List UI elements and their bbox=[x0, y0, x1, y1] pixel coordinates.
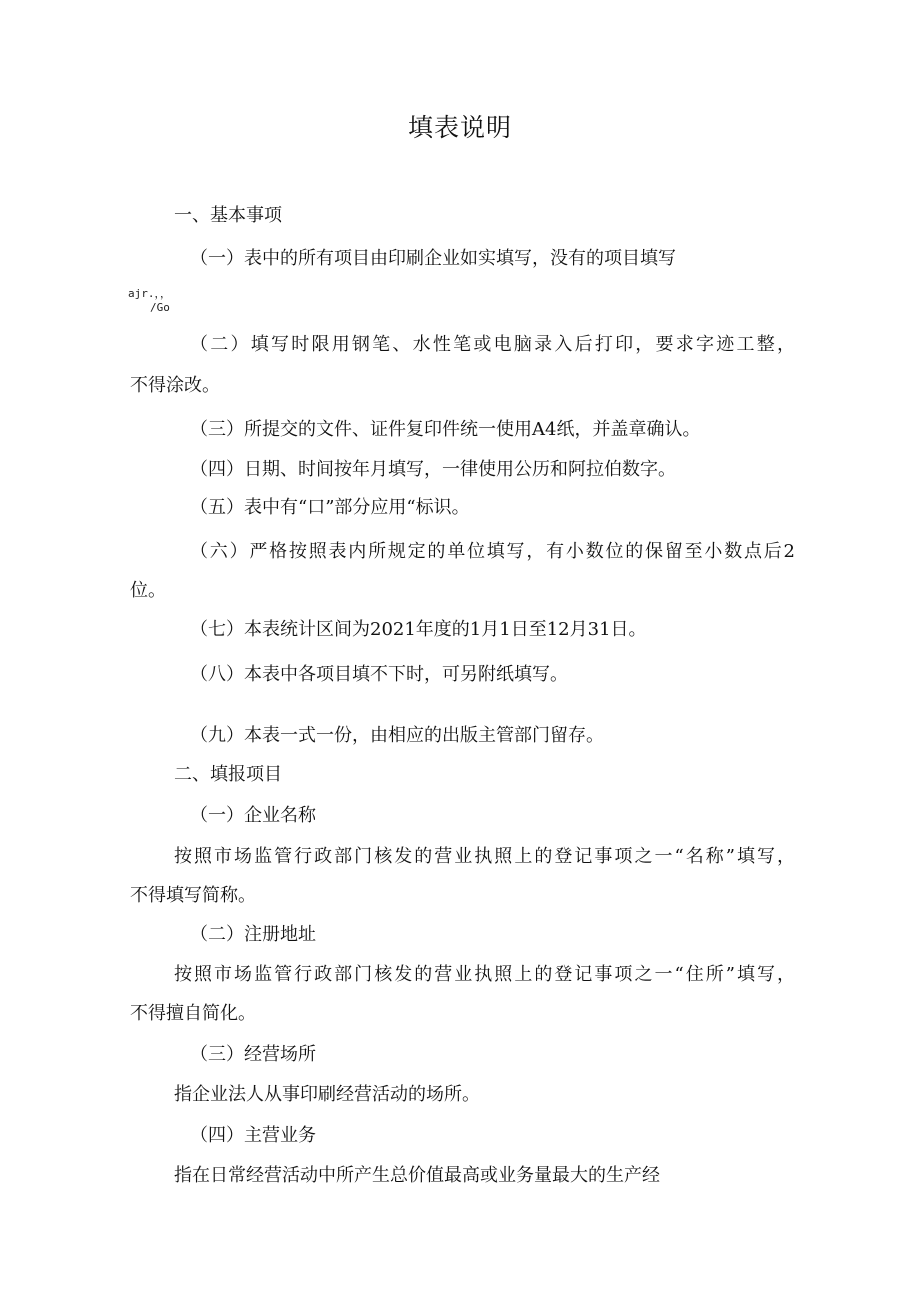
company-name-desc-continued: 不得填写简称。 bbox=[130, 885, 256, 906]
main-business-desc: 指在日常经营活动中所产生总价值最高或业务量最大的生产经 bbox=[174, 1165, 660, 1186]
subheading-registered-address: （二）注册地址 bbox=[190, 924, 316, 945]
item-8: （八）本表中各项目填不下时，可另附纸填写。 bbox=[190, 664, 568, 685]
subheading-business-premises: （三）经营场所 bbox=[190, 1044, 316, 1065]
subheading-company-name: （一）企业名称 bbox=[190, 805, 316, 826]
item-6-continued: 位。 bbox=[130, 580, 166, 601]
garbled-text-top: ajr.，， bbox=[128, 287, 171, 300]
item-1: （一）表中的所有项目由印刷企业如实填写，没有的项目填写 bbox=[190, 248, 676, 269]
item-5: （五）表中有“口”部分应用“标识。 bbox=[190, 497, 470, 518]
item-9: （九）本表一式一份，由相应的出版主管部门留存。 bbox=[190, 725, 604, 746]
garbled-text bbox=[128, 287, 171, 314]
item-7: （七）本表统计区间为2021年度的1月1日至12月31日。 bbox=[190, 619, 647, 640]
registered-address-desc-continued: 不得擅自简化。 bbox=[130, 1003, 256, 1024]
section-heading-basic: 一、基本事项 bbox=[174, 205, 282, 226]
garbled-text-bottom: /Go bbox=[150, 301, 170, 314]
item-6: （六）严格按照表内所规定的单位填写，有小数位的保留至小数点后2 bbox=[190, 541, 795, 562]
item-2-continued: 不得涂改。 bbox=[130, 375, 220, 396]
page-title: 填表说明 bbox=[407, 113, 512, 142]
subheading-main-business: （四）主营业务 bbox=[190, 1125, 316, 1146]
company-name-desc: 按照市场监管行政部门核发的营业执照上的登记事项之一“名称”填写， bbox=[174, 846, 795, 867]
item-3: （三）所提交的文件、证件复印件统一使用A4纸，并盖章确认。 bbox=[190, 419, 701, 440]
item-4: （四）日期、时间按年月填写，一律使用公历和阿拉伯数字。 bbox=[190, 459, 676, 480]
section-heading-fill: 二、填报项目 bbox=[174, 764, 282, 785]
business-premises-desc: 指企业法人从事印刷经营活动的场所。 bbox=[174, 1084, 480, 1105]
item-2: （二）填写时限用钢笔、水性笔或电脑录入后打印，要求字迹工整， bbox=[190, 334, 795, 355]
registered-address-desc: 按照市场监管行政部门核发的营业执照上的登记事项之一“住所”填写， bbox=[174, 964, 795, 985]
